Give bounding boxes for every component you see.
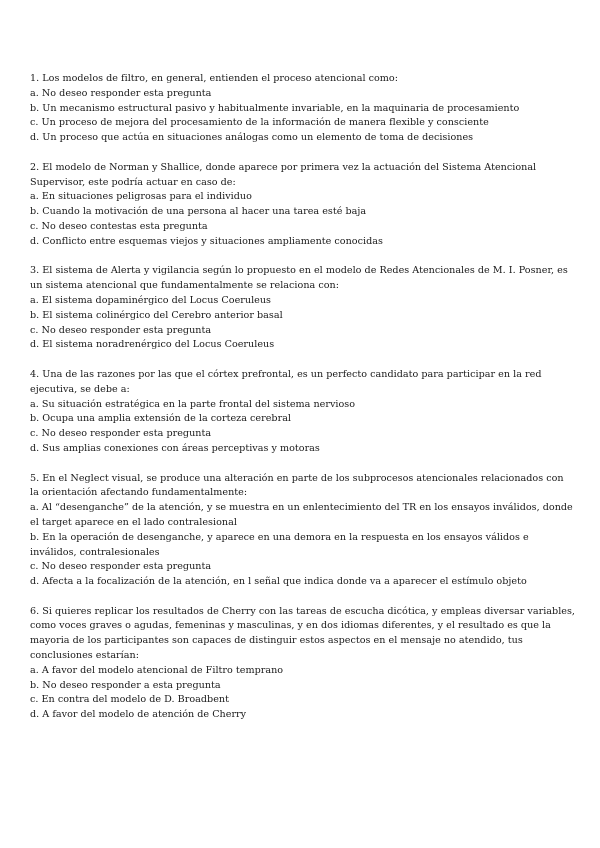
answer-option-c: c. No deseo responder esta pregunta (30, 561, 212, 573)
question-1 (30, 72, 575, 146)
answer-option-b: b. En la operación de desenganche, y aparece en una demora en la respuesta en los ensayos válidos e inválidos, contralesionales (30, 531, 529, 558)
answer-option-a: a. Al “desenganche” de la atención, y se muestra en un enlentecimiento del TR en los ensayos inválidos, donde el target aparece en el lado contralesional (30, 502, 573, 528)
answer-option-d: d. Sus amplias conexiones con áreas perceptivas y motoras (30, 442, 320, 454)
question-text: 1. Los modelos de filtro, en general, entienden el proceso atencional como: (30, 73, 398, 84)
answer-option-b: b. Cuando la motivación de una persona al hacer una tarea esté baja (30, 206, 367, 218)
answer-option-a: a. A favor del modelo atencional de Filtro temprano (30, 664, 284, 676)
answer-option-d: d. El sistema noradrenérgico del Locus Coeruleus (30, 339, 275, 351)
answer-option-a: a. El sistema dopaminérgico del Locus Coeruleus (30, 294, 272, 306)
answer-option-d: d. Afecta a la focalización de la atención, en l señal que indica donde va a aparecer el estímulo objeto (30, 576, 527, 588)
question-text: 4. Una de las razones por las que el córtex prefrontal, es un perfecto candidato para participar en la red ejecutiva, se debe a: (30, 368, 542, 395)
answer-option-c: c. No deseo responder esta pregunta (30, 324, 212, 336)
question-2 (30, 161, 575, 250)
answer-option-d: d. A favor del modelo de atención de Cherry (30, 709, 247, 721)
question-5 (30, 472, 575, 590)
answer-option-a: a. No deseo responder esta pregunta (30, 87, 212, 99)
answer-option-b: b. No deseo responder a esta pregunta (30, 679, 221, 691)
question-text: 5. En el Neglect visual, se produce una alteración en parte de los subprocesos atencionales relacionados con la orientación afectando fundamentalmente: (30, 472, 564, 499)
answer-option-a: a. En situaciones peligrosas para el individuo (30, 191, 252, 203)
question-4 (30, 368, 575, 457)
question-3 (30, 264, 575, 353)
answer-option-b: b. Un mecanismo estructural pasivo y habitualmente invariable, en la maquinaria de procesamiento (30, 102, 520, 114)
answer-option-b: b. El sistema colinérgico del Cerebro anterior basal (30, 309, 283, 321)
question-text: 2. El modelo de Norman y Shallice, donde aparece por primera vez la actuación del Sistema Atencional Supervisor, este podría actuar en caso de: (30, 161, 537, 188)
answer-option-d: d. Un proceso que actúa en situaciones análogas como un elemento de toma de decisiones (30, 132, 474, 144)
answer-option-b: b. Ocupa una amplia extensión de la corteza cerebral (30, 413, 292, 425)
answer-option-d: d. Conflicto entre esquemas viejos y situaciones ampliamente conocidas (30, 235, 383, 247)
document-page (30, 72, 575, 738)
answer-option-a: a. Su situación estratégica en la parte frontal del sistema nervioso (30, 398, 356, 410)
question-text: 6. Si quieres replicar los resultados de Cherry con las tareas de escucha dicótica, y empleas diversar variables, como voces graves o agudas, femeninas y masculinas, y en dos idiomas diferentes, y el resultado es que la mayoria de los participantes son capaces de distinguir estos aspectos en el mensaje no atendido, tus conclusiones estarían: (30, 605, 576, 662)
answer-option-c: c. No deseo responder esta pregunta (30, 428, 212, 440)
answer-option-c: c. No deseo contestas esta pregunta (30, 220, 208, 232)
question-6 (30, 605, 575, 723)
answer-option-c: c. Un proceso de mejora del procesamiento de la información de manera flexible y consciente (30, 117, 489, 129)
answer-option-c: c. En contra del modelo de D. Broadbent (30, 694, 229, 706)
question-text: 3. El sistema de Alerta y vigilancia según lo propuesto en el modelo de Redes Atencionales de M. I. Posner, es un sistema atencional que fundamentalmente se relaciona con: (30, 265, 568, 292)
